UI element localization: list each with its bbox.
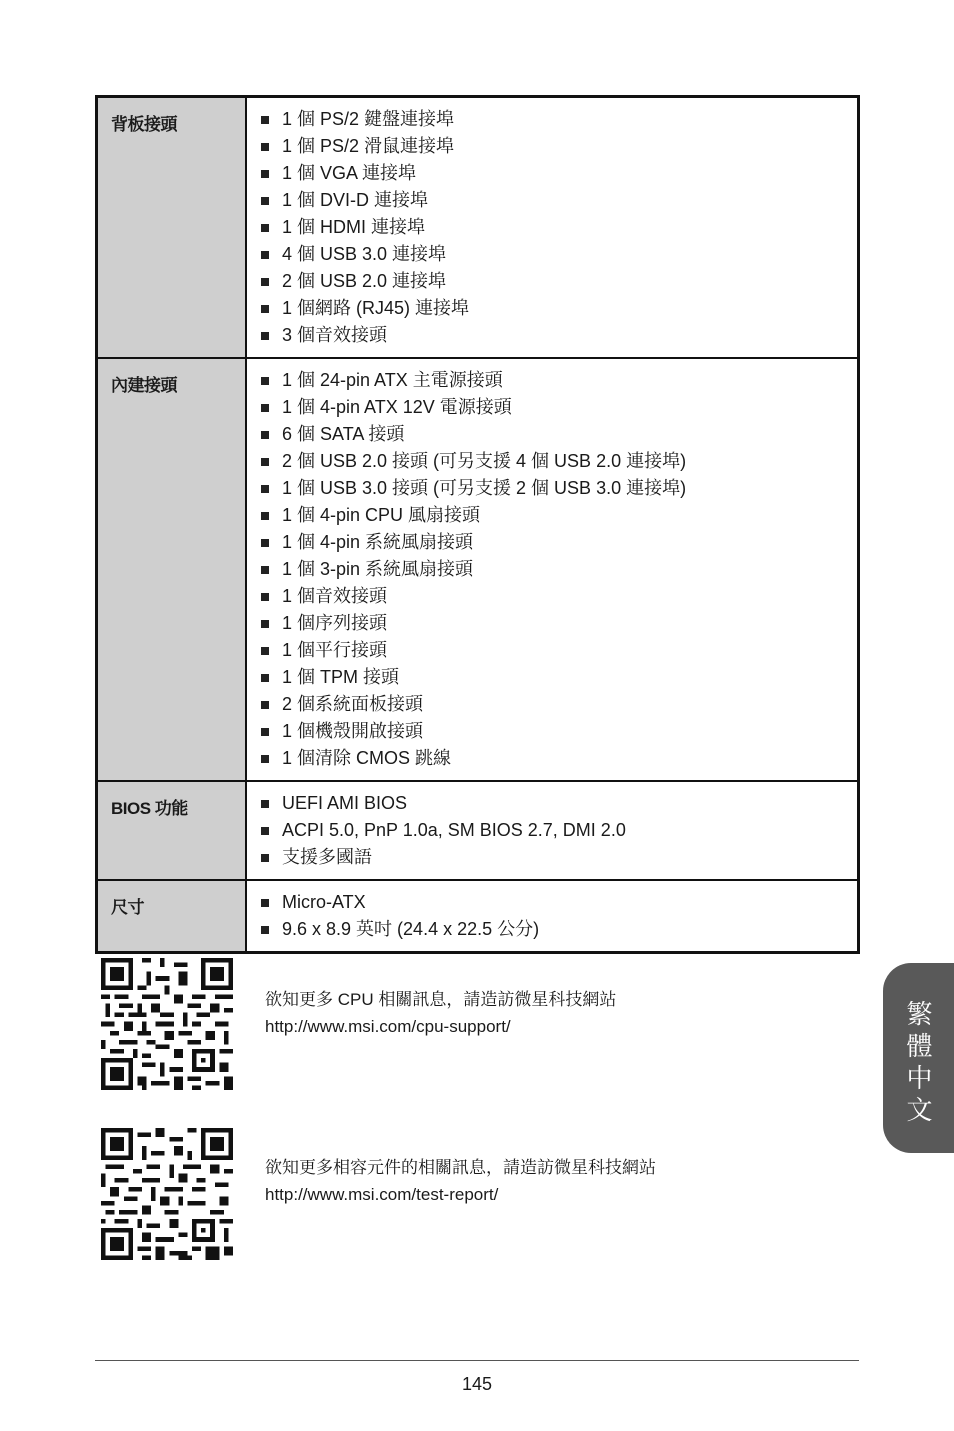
list-item: 1 個 USB 3.0 接頭 (可另支援 2 個 USB 3.0 連接埠) (261, 475, 857, 502)
list-item: UEFI AMI BIOS (261, 790, 857, 817)
list-item: 2 個 USB 2.0 接頭 (可另支援 4 個 USB 2.0 連接埠) (261, 448, 857, 475)
list-item: 1 個 4-pin 系統風扇接頭 (261, 529, 857, 556)
spec-row-dimensions (97, 880, 859, 953)
qr-info-block (265, 986, 616, 1040)
square-bullet-icon (261, 728, 269, 736)
square-bullet-icon (261, 116, 269, 124)
footer-divider (95, 1360, 859, 1361)
list-item: 1 個網路 (RJ45) 連接埠 (261, 295, 857, 322)
square-bullet-icon (261, 926, 269, 934)
spec-row-rear-io (97, 97, 859, 359)
list-item: 1 個平行接頭 (261, 637, 857, 664)
square-bullet-icon (261, 755, 269, 763)
square-bullet-icon (261, 647, 269, 655)
square-bullet-icon (261, 143, 269, 151)
list-item: 1 個音效接頭 (261, 583, 857, 610)
list-item: 6 個 SATA 接頭 (261, 421, 857, 448)
square-bullet-icon (261, 431, 269, 439)
spec-label: 背板接頭 (97, 97, 247, 359)
list-item: 1 個 PS/2 鍵盤連接埠 (261, 106, 857, 133)
list-item: 支援多國語 (261, 844, 857, 871)
qr-description: 欲知更多相容元件的相關訊息，請造訪微星科技網站 (265, 1158, 656, 1177)
square-bullet-icon (261, 251, 269, 259)
list-item: 1 個序列接頭 (261, 610, 857, 637)
spec-table (95, 95, 860, 954)
spec-label: BIOS 功能 (97, 781, 247, 880)
qr-url-link[interactable]: http://www.msi.com/cpu-support/ (265, 1017, 511, 1036)
square-bullet-icon (261, 827, 269, 835)
square-bullet-icon (261, 512, 269, 520)
square-bullet-icon (261, 458, 269, 466)
list-item: 2 個系統面板接頭 (261, 691, 857, 718)
spec-items (246, 97, 859, 359)
square-bullet-icon (261, 332, 269, 340)
list-item: 1 個機殼開啟接頭 (261, 718, 857, 745)
list-item: 1 個清除 CMOS 跳線 (261, 745, 857, 772)
qr-info-block (265, 1154, 656, 1208)
list-item: 4 個 USB 3.0 連接埠 (261, 241, 857, 268)
list-item: 1 個 24-pin ATX 主電源接頭 (261, 367, 857, 394)
list-item: 1 個 PS/2 滑鼠連接埠 (261, 133, 857, 160)
list-item: 9.6 x 8.9 英吋 (24.4 x 22.5 公分) (261, 916, 857, 943)
spec-items (246, 358, 859, 781)
square-bullet-icon (261, 566, 269, 574)
list-item: 1 個 4-pin ATX 12V 電源接頭 (261, 394, 857, 421)
square-bullet-icon (261, 620, 269, 628)
spec-items (246, 781, 859, 880)
spec-row-bios (97, 781, 859, 880)
square-bullet-icon (261, 377, 269, 385)
square-bullet-icon (261, 593, 269, 601)
qr-url-link[interactable]: http://www.msi.com/test-report/ (265, 1185, 499, 1204)
square-bullet-icon (261, 674, 269, 682)
square-bullet-icon (261, 485, 269, 493)
spec-row-internal-connectors (97, 358, 859, 781)
square-bullet-icon (261, 197, 269, 205)
list-item: ACPI 5.0, PnP 1.0a, SM BIOS 2.7, DMI 2.0 (261, 817, 857, 844)
square-bullet-icon (261, 305, 269, 313)
list-item: 1 個 4-pin CPU 風扇接頭 (261, 502, 857, 529)
square-bullet-icon (261, 854, 269, 862)
square-bullet-icon (261, 701, 269, 709)
list-item: 1 個 TPM 接頭 (261, 664, 857, 691)
spec-label: 尺寸 (97, 880, 247, 953)
square-bullet-icon (261, 539, 269, 547)
qr-code-icon (101, 958, 233, 1090)
page-number: 145 (461, 1374, 493, 1394)
list-item: 1 個 3-pin 系統風扇接頭 (261, 556, 857, 583)
square-bullet-icon (261, 278, 269, 286)
list-item: Micro-ATX (261, 889, 857, 916)
square-bullet-icon (261, 170, 269, 178)
qr-code-icon (101, 1128, 233, 1260)
square-bullet-icon (261, 899, 269, 907)
square-bullet-icon (261, 800, 269, 808)
qr-description: 欲知更多 CPU 相關訊息，請造訪微星科技網站 (265, 990, 617, 1009)
list-item: 3 個音效接頭 (261, 322, 857, 349)
language-tab-label: 繁體中文 (903, 1000, 933, 1128)
list-item: 1 個 HDMI 連接埠 (261, 214, 857, 241)
list-item: 1 個 VGA 連接埠 (261, 160, 857, 187)
list-item: 1 個 DVI-D 連接埠 (261, 187, 857, 214)
square-bullet-icon (261, 224, 269, 232)
spec-label: 內建接頭 (97, 358, 247, 781)
list-item: 2 個 USB 2.0 連接埠 (261, 268, 857, 295)
square-bullet-icon (261, 404, 269, 412)
spec-items (246, 880, 859, 953)
